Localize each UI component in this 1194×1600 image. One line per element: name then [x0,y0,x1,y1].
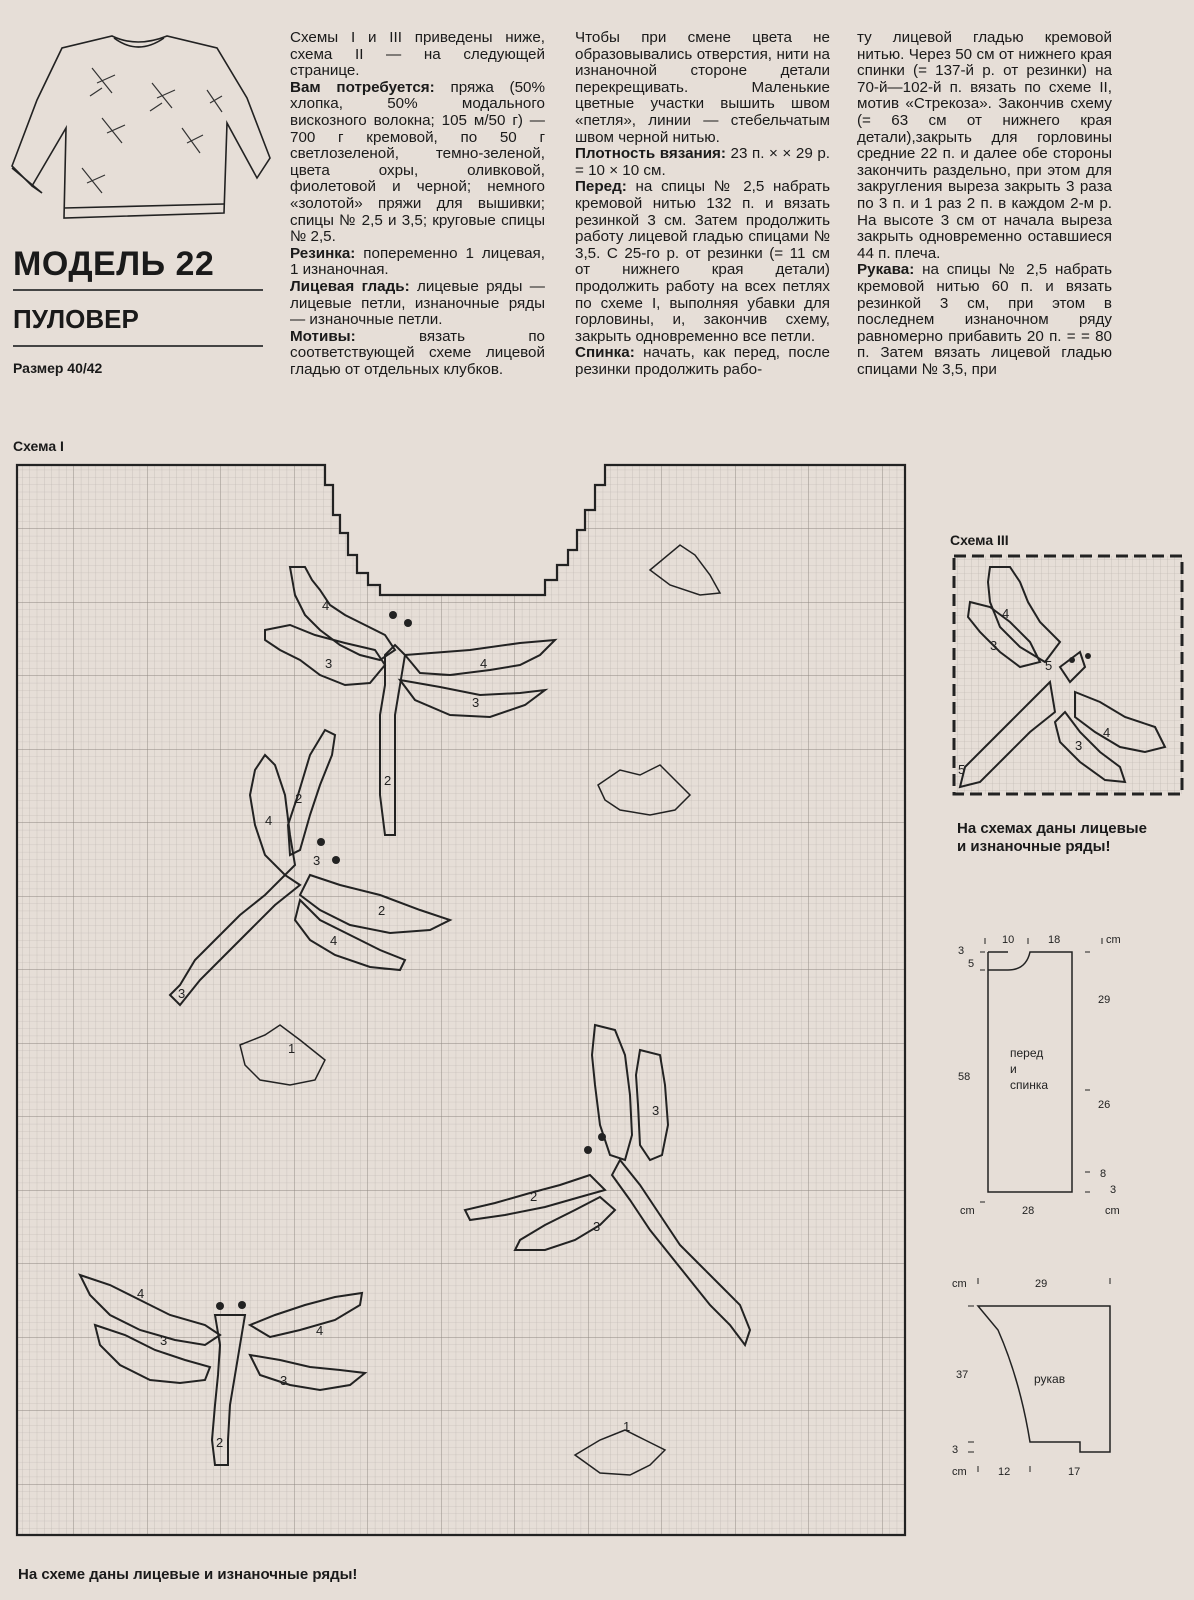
paragraph [575,179,830,345]
pattern-front-right-2: 26 [1098,1099,1111,1111]
paragraph-text: попеременно 1 лицевая, 1 изнаночная. [290,244,545,279]
paragraph-text: начать, как перед, после резинки продолжить рабо- [575,344,830,378]
scheme1-number: 3 [313,853,321,868]
model-subtitle: ПУЛОВЕР [13,304,139,334]
text-column-3 [857,30,1112,378]
pattern-front-bottom-1: 28 [1022,1205,1035,1217]
paragraph-text: вязать по соответствующей схеме лицевой гладью от отдельных клубков. [290,327,545,378]
scheme1-number: 2 [384,773,392,788]
pattern-front-left-1: 3 [958,945,965,957]
pattern-front-top-1: 10 [1002,934,1015,946]
paragraph [575,30,830,146]
pattern-sleeve-left-2: 3 [952,1444,959,1456]
paragraph-lead: Вам потребуется: [290,78,435,96]
scheme1-number: 3 [160,1333,168,1348]
front-back-pattern [950,930,1130,1230]
model-size: Размер 40/42 [13,360,103,376]
paragraph-lead: Перед: [575,178,627,196]
scheme1-chart [0,455,930,1555]
pattern-front-top-2: 18 [1048,934,1061,946]
scheme3-number: 3 [990,638,998,653]
paragraph-text: ту лицевой гладью кремовой нитью. Через 50 см от нижнего края спинки (= 137-й р. от резинки) на 70-й—102-й п. вязать по схеме II, мотив «Стрекоза». Закончив схему (= 63 см от нижнего края детали),закрыть для горловины средние 22 п. и далее обе стороны закончить раздельно, при этом для закругления выреза закрыть 3 раза по 3 п. и 1 раз 2 п. в каждом 2-м р. На высоте 3 см от начала выреза закрыть одновременно оставшиеся 44 п. плеча. [857,29,1112,262]
pattern-front-right-3: 8 [1100,1168,1107,1180]
scheme1-number: 2 [295,791,303,806]
paragraph [290,329,545,379]
pattern-sleeve-top-unit: cm [952,1278,967,1290]
paragraph-text: лицевые ряды — лицевые петли, изнаночные ряды — изнаночные петли. [290,277,545,329]
paragraph-lead: Спинка: [575,344,635,362]
paragraph-lead: Рукава: [857,261,915,279]
pattern-front-bottom-unit-2: cm [1105,1205,1120,1217]
pattern-sleeve-label: рукав [1034,1372,1066,1386]
scheme1-number: 4 [265,813,273,828]
paragraph [575,146,830,179]
pattern-front-top-unit: cm [1106,934,1121,946]
sweater-illustration [2,28,272,228]
scheme1-number: 4 [137,1286,145,1301]
pattern-sleeve-bottom-2: 17 [1068,1466,1081,1478]
paragraph [857,262,1112,378]
paragraph [575,345,830,378]
paragraph [290,246,545,279]
scheme3-chart [950,552,1190,802]
paragraph-text: Схемы I и III приведены ниже, схема II — на следующей странице. [290,29,545,80]
scheme1-number: 4 [330,933,338,948]
scheme1-number: 1 [623,1419,631,1434]
paragraph-text: на спицы № 2,5 набрать кремовой нитью 132 п. и вязать резинкой 3 см. Затем продолжить работу лицевой гладью спицами № 3,5. С 25-го р. от резинки (= 11 см от нижнего края детали) продолжить работу на всех петлях по схеме I, выполняя убавки для горловины, и, закончив схему, закрыть одновременно все петли. [575,178,830,345]
scheme3-number: 5 [1045,658,1053,673]
subtitle-rule [13,345,263,347]
pattern-front-bottom-unit: cm [960,1205,975,1217]
paragraph [290,30,545,80]
scheme1-number: 2 [216,1435,224,1450]
pattern-front-label-2: и [1010,1062,1017,1076]
scheme1-number: 1 [288,1041,296,1056]
scheme3-number: 4 [1103,725,1111,740]
pattern-front-label-1: перед [1010,1046,1044,1060]
scheme3-note-line2: и изнаночные ряды! [957,838,1111,855]
model-title: МОДЕЛЬ 22 [13,245,215,283]
paragraph-lead: Лицевая гладь: [290,277,410,295]
scheme1-number: 2 [378,903,386,918]
paragraph-text: пряжа (50% хлопка, 50% модального вискозного волокна; 105 м/50 г) — 700 г кремовой, по 50 г светлозеленой, темно-зеленой, цвета охры, оливковой, фиолетовой и черной; немного «золотой» пряжи для вышивки; спицы № 2,5 и 3,5; круговые спицы № 2,5. [290,78,545,246]
text-column-2 [575,30,830,378]
pattern-sleeve-bottom-1: 12 [998,1466,1011,1478]
scheme3-note-line1: На схемах даны лицевые [957,820,1147,837]
scheme1-number: 3 [280,1373,288,1388]
scheme1-note: На схеме даны лицевые и изнаночные ряды! [18,1566,358,1583]
paragraph-text: на спицы № 2,5 набрать кремовой нитью 60 п. и вязать резинкой 3 см, при этом в последнем изнаночном ряду равномерно прибавить 20 п. = = 80 п. Затем вязать лицевой гладью спицами № 3,5, при [857,261,1112,378]
paragraph [290,80,545,246]
pattern-sleeve-bottom-unit: cm [952,1466,967,1478]
paragraph [857,30,1112,262]
scheme1-number: 3 [652,1103,660,1118]
pattern-sleeve-left-1: 37 [956,1369,969,1381]
text-column-1 [290,30,545,378]
scheme3-number: 4 [1002,606,1010,621]
pattern-front-left-2: 5 [968,958,975,970]
scheme1-number: 4 [480,656,488,671]
pattern-front-label-3: спинка [1010,1078,1049,1092]
pattern-front-right-1: 29 [1098,994,1111,1006]
scheme1-number: 4 [322,598,330,613]
sleeve-pattern [950,1270,1130,1480]
paragraph-text: 23 п. × × 29 р. = 10 × 10 см. [575,145,830,179]
title-rule [13,289,263,291]
scheme1-number: 3 [178,986,186,1001]
scheme3-number: 5 [958,762,966,777]
pattern-front-left-3: 58 [958,1071,971,1083]
scheme1-number: 2 [530,1189,538,1204]
scheme3-label: Схема III [950,532,1009,548]
paragraph-lead: Резинка: [290,244,356,262]
pattern-front-right-4: 3 [1110,1184,1117,1196]
paragraph [290,279,545,329]
scheme3-number: 3 [1075,738,1083,753]
scheme1-number: 4 [316,1323,324,1338]
pattern-sleeve-top-1: 29 [1035,1278,1048,1290]
paragraph-text: Чтобы при смене цвета не образовывались отверстия, нити на изнаночной стороне детали перекрещивать. Маленькие цветные участки вышить швом «петля», линии — стебельчатым швом черной нитью. [575,29,830,146]
scheme1-number: 3 [593,1219,601,1234]
paragraph-lead: Мотивы: [290,327,356,345]
scheme1-number: 3 [325,656,333,671]
scheme1-number: 3 [472,695,480,710]
scheme1-label: Схема I [13,438,64,454]
paragraph-lead: Плотность вязания: [575,145,726,163]
